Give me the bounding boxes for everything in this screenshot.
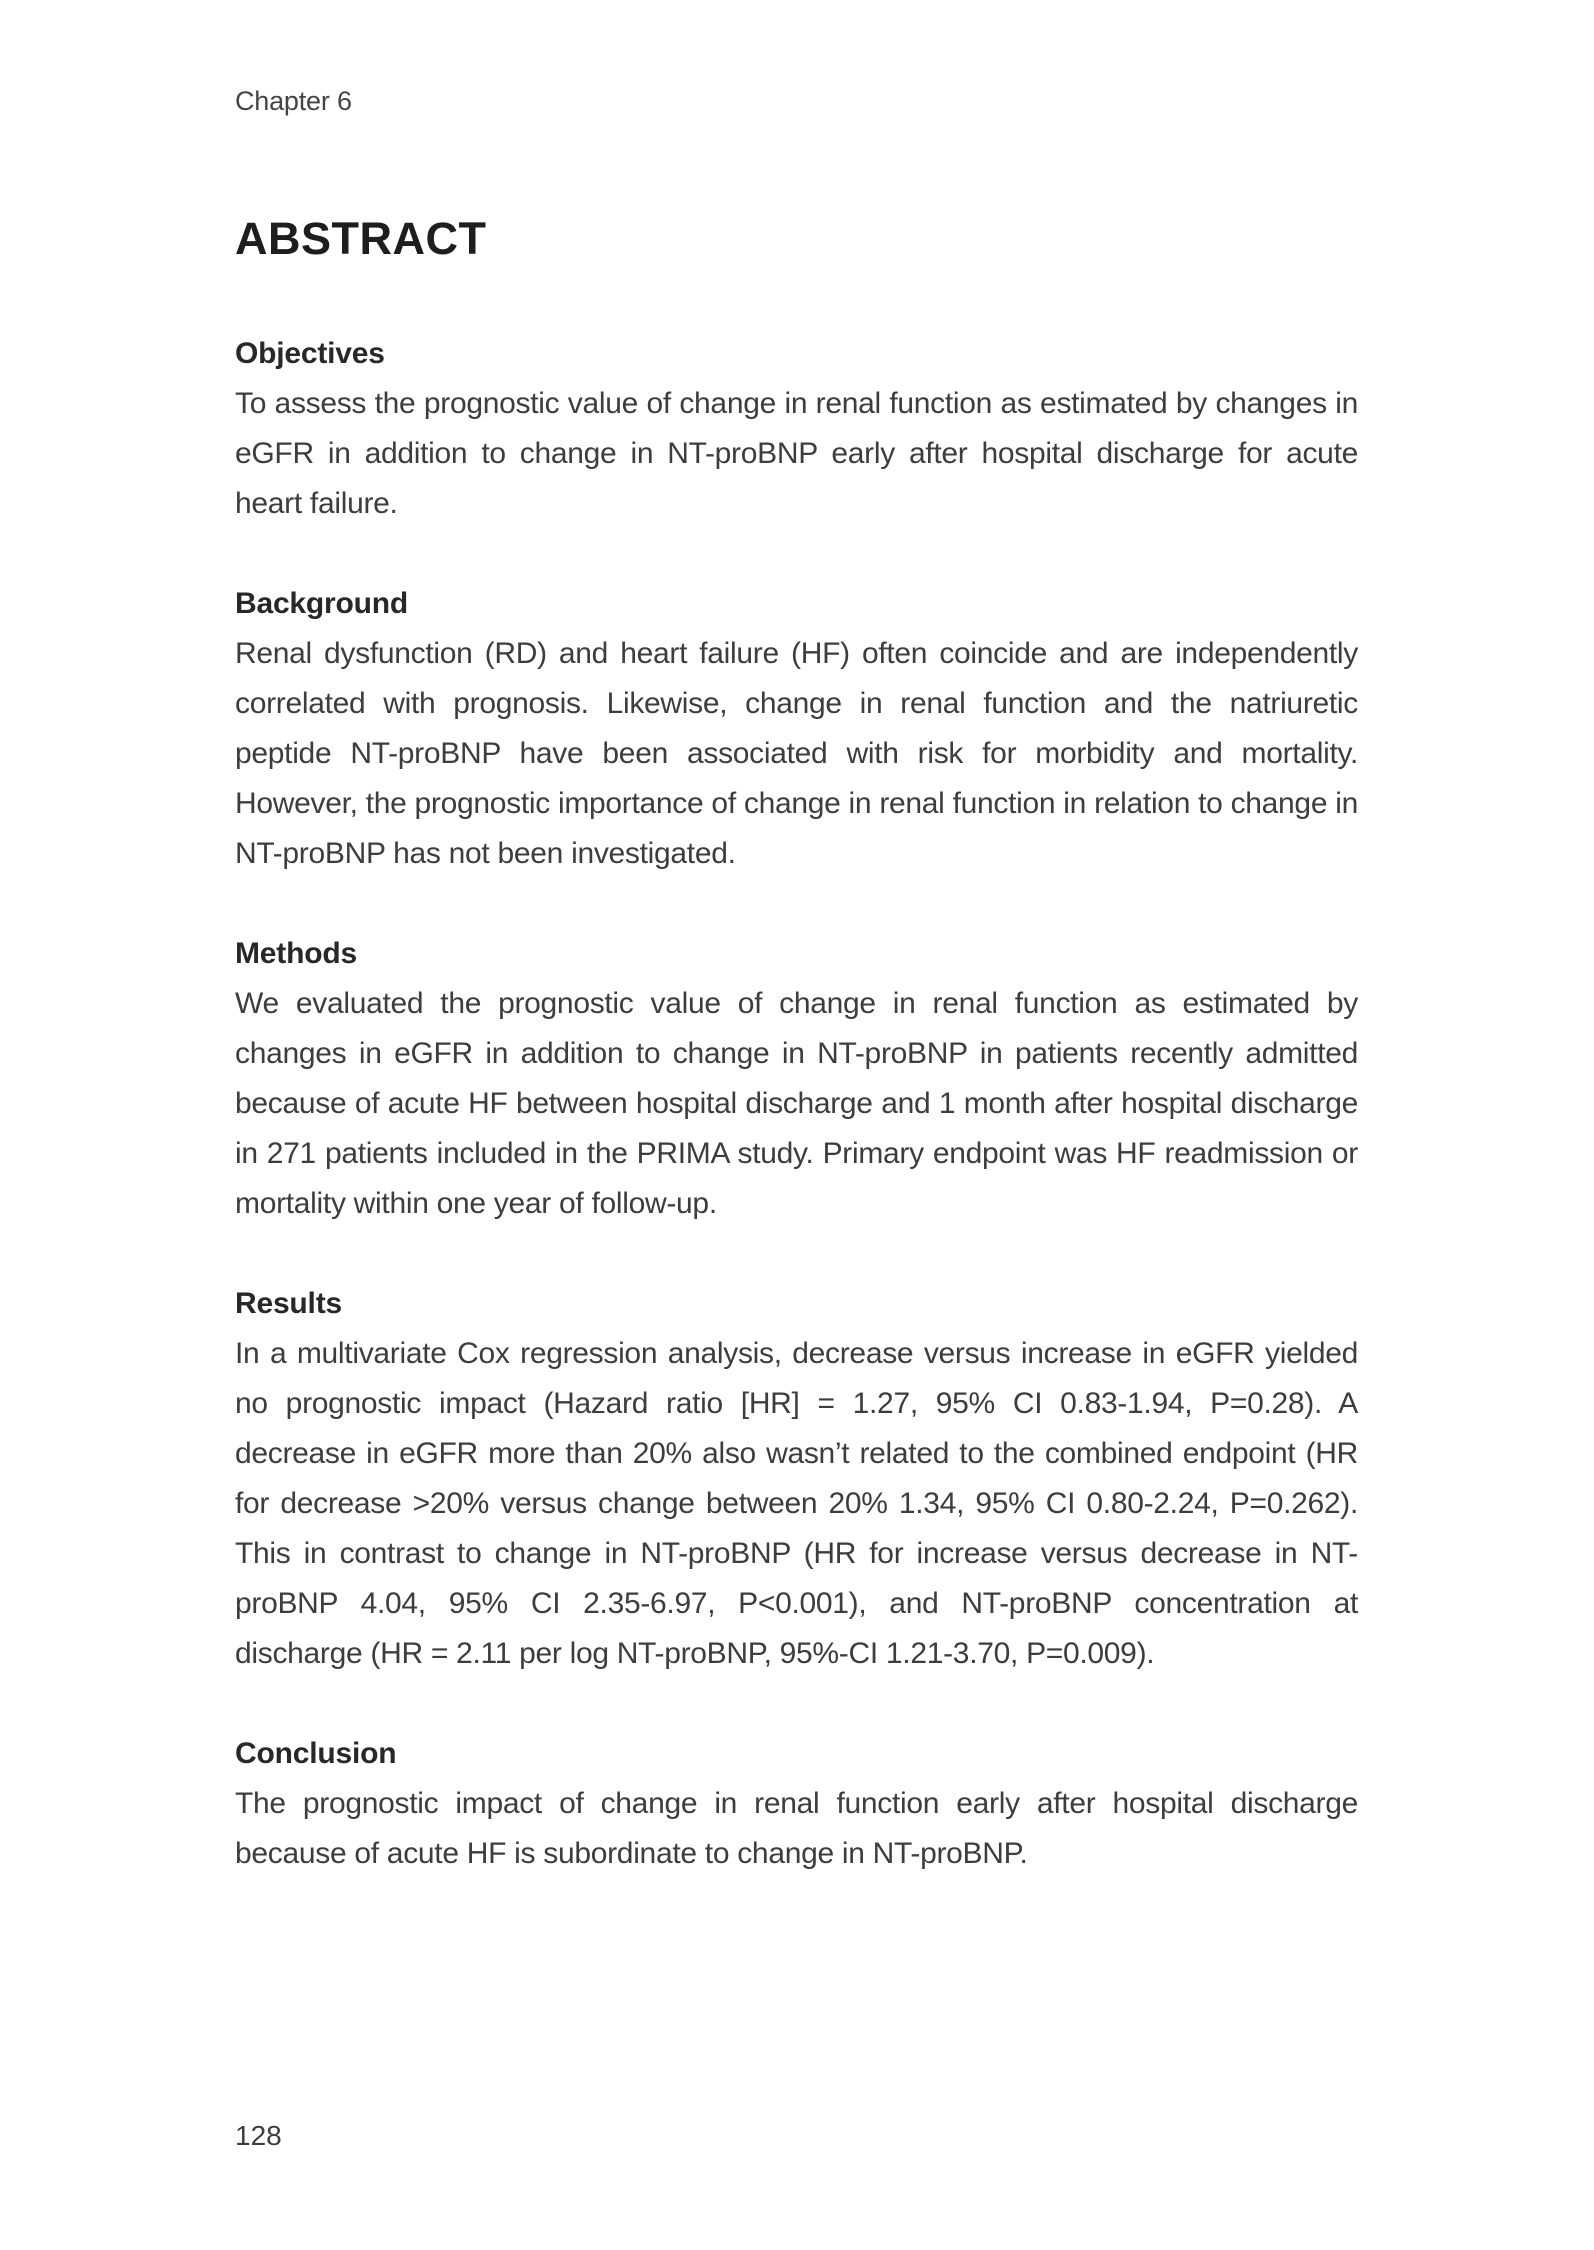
section-background: [235, 579, 1358, 879]
section-heading: Background: [235, 587, 409, 620]
page-title: ABSTRACT: [235, 213, 487, 264]
section-heading: Methods: [235, 937, 357, 970]
section-body: We evaluated the prognostic value of change in renal function as estimated by changes in eGFR in addition to change in NT-proBNP in patients recently admitted because of acute HF between hospital discharge and 1 month after hospital discharge in 271 patients included in the PRIMA study. Primary endpoint was HF readmission or mortality within one year of follow-up.: [235, 987, 1358, 1220]
section-conclusion: [235, 1729, 1358, 1879]
section-results: [235, 1279, 1358, 1679]
section-body: In a multivariate Cox regression analysis, decrease versus increase in eGFR yielded no prognostic impact (Hazard ratio [HR] = 1.27, 95% CI 0.83-1.94, P=0.28). A decrease in eGFR more than 20% also wasn’t related to the combined endpoint (HR for decrease >20% versus change between 20% 1.34, 95% CI 0.80-2.24, P=0.262). This in contrast to change in NT-proBNP (HR for increase versus decrease in NT-proBNP 4.04, 95% CI 2.35-6.97, P<0.001), and NT-proBNP concentration at discharge (HR = 2.11 per log NT-proBNP, 95%-CI 1.21-3.70, P=0.009).: [235, 1337, 1358, 1670]
section-methods: [235, 929, 1358, 1229]
chapter-header: Chapter 6: [235, 86, 352, 116]
section-heading: Results: [235, 1287, 342, 1320]
section-objectives: [235, 329, 1358, 529]
section-heading: Conclusion: [235, 1737, 397, 1770]
page-number: 128: [235, 2120, 282, 2151]
section-body: To assess the prognostic value of change in renal function as estimated by changes in eGFR in addition to change in NT-proBNP early after hospital discharge for acute heart failure.: [235, 387, 1358, 520]
section-body: Renal dysfunction (RD) and heart failure (HF) often coincide and are independently correlated with prognosis. Likewise, change in renal function and the natriuretic peptide NT-proBNP have been associated with risk for morbidity and mortality. However, the prognostic importance of change in renal function in relation to change in NT-proBNP has not been investigated.: [235, 637, 1358, 870]
section-body: The prognostic impact of change in renal function early after hospital discharge because of acute HF is subordinate to change in NT-proBNP.: [235, 1787, 1358, 1870]
section-heading: Objectives: [235, 337, 385, 370]
page-content: [235, 213, 1358, 1929]
